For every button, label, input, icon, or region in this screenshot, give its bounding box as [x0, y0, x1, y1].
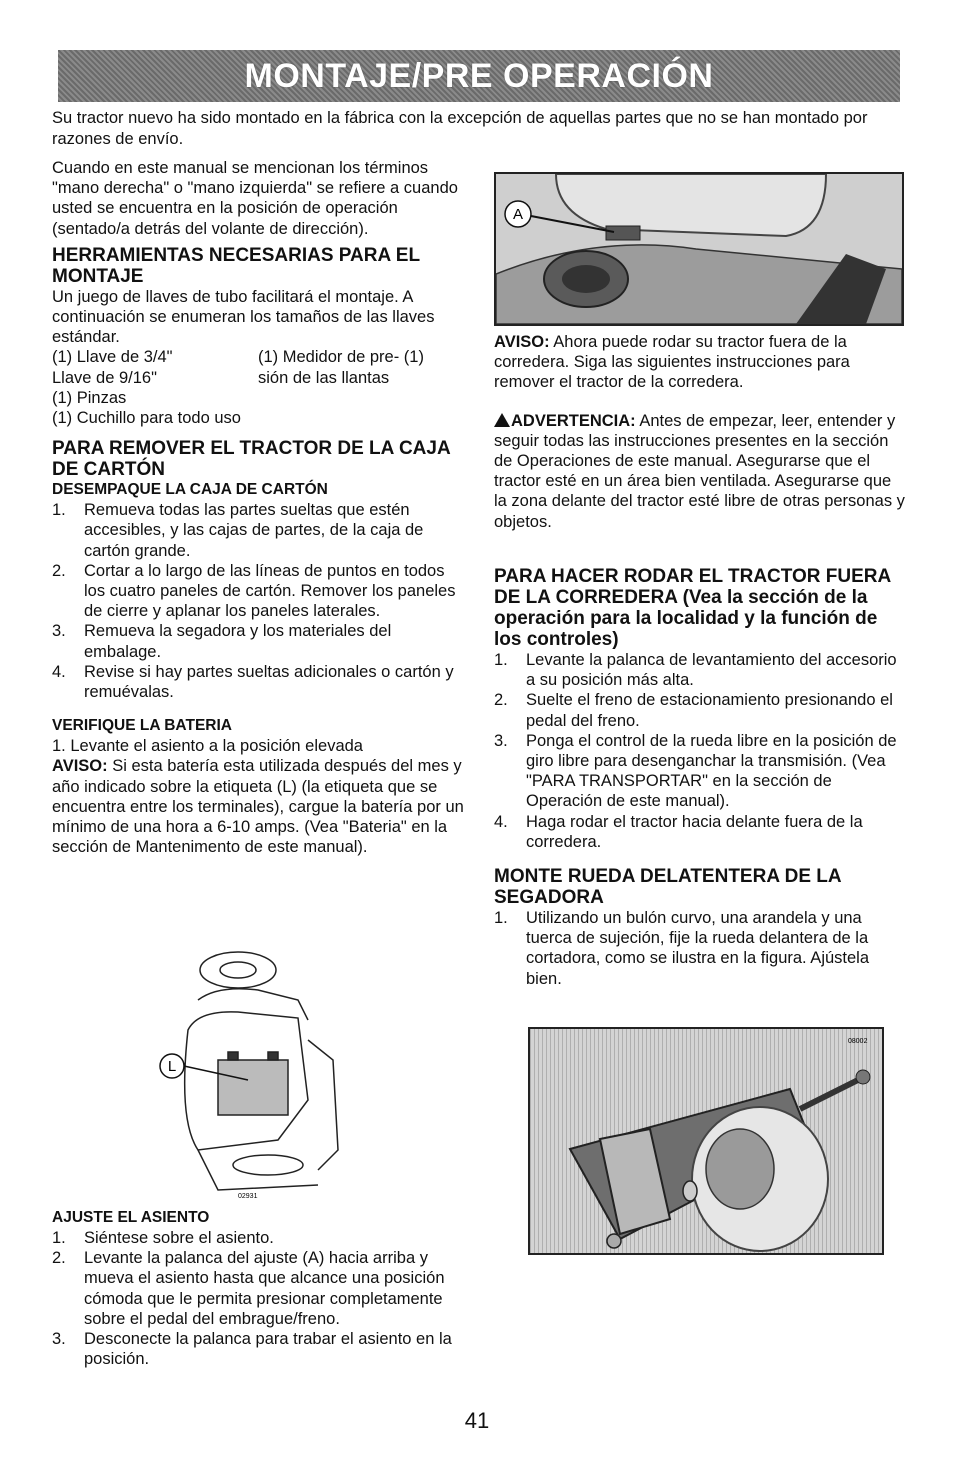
- roll-aviso-text: Ahora puede rodar su tractor fuera de la corredera. Siga las siguientes instrucciones para remover el tractor de la corredera.: [494, 333, 850, 392]
- list-item-number: 3.: [494, 731, 508, 750]
- banner-title: MONTAJE/PRE OPERACIÓN: [244, 56, 714, 95]
- warning-text: Antes de empezar, leer, entender y seguir todas las instrucciones presentes en la sección de Operaciones de este manual. Asegurarse que el tractor esté en un área bien ventilada. Asegurarse que la zona delante del tractor esté libre de otras personas y objetos.: [494, 411, 905, 531]
- seat-section: [52, 1208, 464, 1369]
- list-item: [494, 908, 908, 989]
- list-item: [494, 731, 908, 812]
- list-item-text: Levante la palanca de levantamiento del accesorio a su posición más alta.: [526, 651, 897, 690]
- battery-illustration: [158, 940, 358, 1202]
- seat-heading: AJUSTE EL ASIENTO: [52, 1209, 210, 1226]
- unpack-list: [52, 500, 464, 702]
- tools-text: Un juego de llaves de tubo facilitará el montaje. A continuación se enumeran los tamaños de las llaves estándar.: [52, 287, 435, 347]
- list-item: [52, 1228, 464, 1248]
- roll-aviso: [494, 332, 908, 393]
- front-wheel-illustration: [530, 1029, 882, 1253]
- page-banner: [58, 50, 900, 102]
- list-item-number: 1.: [52, 501, 66, 520]
- list-item-number: 2.: [52, 1249, 66, 1268]
- list-item: [494, 690, 908, 730]
- unpack-heading: DESEMPAQUE LA CAJA DE CARTÓN: [52, 481, 328, 499]
- aviso-label: AVISO:: [52, 757, 108, 776]
- left-column: [52, 158, 464, 857]
- list-item: [52, 561, 464, 622]
- tools-heading: HERRAMIENTAS NECESARIAS PARA EL MONTAJE: [52, 244, 420, 287]
- tools-item: Llave de 9/16": [52, 368, 157, 387]
- list-item-text: Suelte el freno de estacionamiento presionando el pedal del freno.: [526, 691, 893, 730]
- hand-definition-text: Cuando en este manual se mencionan los términos "mano derecha" o "mano izquierda" se refiere a cuando usted se encuentra en la posición de operación (sentado/a detrás del volante de dirección).: [52, 159, 458, 238]
- list-item-text: Levante la palanca del ajuste (A) hacia arriba y mueva el asiento hasta que alcance una posición cómoda que le permita presionar completamente sobre el pedal del embrague/freno.: [84, 1249, 445, 1328]
- figure-code: 08002: [848, 1038, 868, 1045]
- seat-list: [52, 1228, 464, 1369]
- right-column-bottom: [494, 566, 908, 989]
- list-item: [494, 650, 908, 690]
- list-item-text: Revise si hay partes sueltas adicionales o cartón y remuévalas.: [84, 662, 454, 702]
- roll-heading: PARA HACER RODAR EL TRACTOR FUERA DE LA CORREDERA (Vea la sección de la operación para la localidad y la función de los controles): [494, 566, 891, 650]
- list-item: [52, 621, 464, 661]
- seat-lever-figure: [494, 172, 904, 326]
- tools-item: sión de las llantas: [258, 368, 390, 387]
- battery-figure: [158, 940, 358, 1202]
- list-item-text: Siéntese sobre el asiento.: [84, 1229, 274, 1247]
- list-item-number: 2.: [52, 561, 66, 580]
- warning-paragraph: [494, 411, 908, 532]
- battery-heading: VERIFIQUE LA BATERIA: [52, 717, 232, 735]
- list-item: [52, 662, 464, 702]
- right-column-top: [494, 332, 908, 532]
- list-item-number: 3.: [52, 622, 66, 641]
- page-number: 41: [464, 1408, 490, 1433]
- list-item-text: Remueva todas las partes sueltas que estén accesibles, y las cajas de partes, de la caja de cartón grande.: [84, 501, 424, 560]
- tools-item: (1) Cuchillo para todo uso: [52, 409, 241, 428]
- list-item-number: 4.: [52, 662, 66, 681]
- list-item-number: 1.: [494, 651, 508, 669]
- list-item-text: Desconecte la palanca para trabar el asiento en la posición.: [84, 1330, 452, 1369]
- list-item: [494, 812, 908, 852]
- list-item-text: Haga rodar el tractor hacia delante fuera de la corredera.: [526, 812, 863, 851]
- list-item: [52, 500, 464, 561]
- tools-item: (1) Pinzas: [52, 388, 127, 407]
- list-item-number: 1.: [52, 1229, 66, 1247]
- list-item: [52, 1248, 464, 1329]
- list-item-number: 1.: [494, 909, 508, 928]
- list-item-number: 3.: [52, 1330, 66, 1349]
- aviso-label: AVISO:: [494, 333, 550, 351]
- tools-item: (1) Medidor de pre- (1): [258, 348, 424, 367]
- wheel-list: [494, 908, 908, 989]
- list-item-number: 4.: [494, 812, 508, 831]
- callout-label-A: A: [512, 206, 524, 223]
- wheel-heading: MONTE RUEDA DELATENTERA DE LA SEGADORA: [494, 866, 841, 909]
- warning-icon: [494, 413, 510, 427]
- list-item-text: Ponga el control de la rueda libre en la posición de giro libre para desenganchar la transmisión. (Vea "PARA TRANSPORTAR" en la sección de Operación de este manual).: [526, 731, 897, 811]
- list-item-text: Remueva la segadora y los materiales del embalage.: [84, 622, 392, 661]
- remove-heading: PARA REMOVER EL TRACTOR DE LA CAJA DE CARTÓN: [52, 438, 450, 481]
- list-item-text: Cortar a lo largo de las líneas de puntos en todos los cuatro paneles de cartón. Remover los paneles de cierre y aplanar los paneles laterales.: [84, 561, 456, 621]
- list-item-number: 2.: [494, 691, 508, 710]
- list-item: [52, 1329, 464, 1369]
- intro-text: Su tractor nuevo ha sido montado en la fábrica con la excepción de aquellas partes que no se han montado por razones de envío.: [52, 109, 868, 148]
- seat-lever-illustration: [496, 174, 902, 324]
- tools-item: (1) Llave de 3/4": [52, 348, 173, 367]
- battery-aviso-text: Si esta batería esta utilizada después del mes y año indicado sobre la etiqueta (L) (la etiqueta que se encuentra entre los terminales), cargue la batería por un mínimo de una hora a 6-10 amps. (Vea "Bateria" en la sección de Mantenimento de este manual).: [52, 757, 464, 857]
- warning-label: ADVERTENCIA:: [511, 411, 636, 430]
- battery-aviso: [52, 756, 464, 857]
- roll-list: [494, 650, 908, 852]
- front-wheel-figure: [528, 1027, 884, 1255]
- callout-label-L: L: [167, 1058, 177, 1075]
- figure-code: 02931: [238, 1193, 258, 1200]
- battery-step: 1. Levante el asiento a la posición elevada: [52, 737, 363, 756]
- tools-list-row: [52, 368, 464, 388]
- list-item-text: Utilizando un bulón curvo, una arandela y una tuerca de sujeción, fije la rueda delantera de la cortadora, como se ilustra en la figura. Ajústela bien.: [526, 909, 870, 988]
- tools-list-row: [52, 347, 464, 367]
